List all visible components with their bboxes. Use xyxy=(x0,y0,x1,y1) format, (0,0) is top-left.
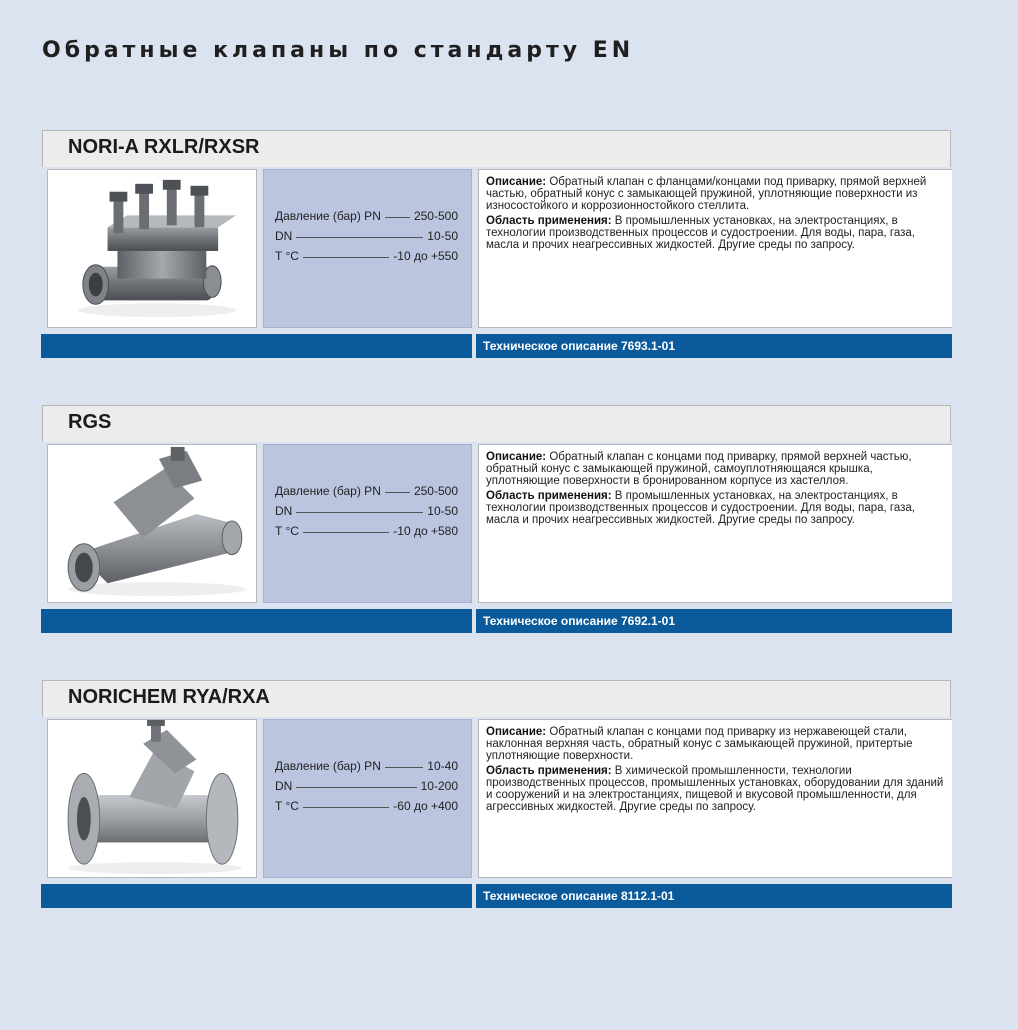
spec-value: -10 до +580 xyxy=(393,524,458,538)
application-text: В химической промышленности, технологии производственных процессов, промышленных установках, оборудовании для зданий и сооружений и на электростанциях, пищевой и вкусовой промышленности, для агрессивных жидкостей. Другие среды по запросу. xyxy=(486,765,944,813)
application-paragraph xyxy=(486,490,944,526)
spec-label: Давление (бар) PN xyxy=(275,209,381,223)
spec-leader-line xyxy=(296,787,416,788)
product-header xyxy=(42,405,951,442)
y-pattern-weld-check-valve-icon xyxy=(48,445,256,602)
description-paragraph xyxy=(486,451,944,487)
tech-doc-bar[interactable] xyxy=(476,609,952,633)
tech-doc-bar[interactable] xyxy=(476,884,952,908)
product-card-rgs xyxy=(41,405,952,633)
product-name: NORI-A RXLR/RXSR xyxy=(68,136,260,158)
spec-leader-line xyxy=(296,512,423,513)
spec-value: -10 до +550 xyxy=(393,249,458,263)
application-paragraph xyxy=(486,215,944,251)
spec-leader-line xyxy=(303,807,389,808)
spec-leader-line xyxy=(303,257,389,258)
spec-leader-line xyxy=(385,767,423,768)
spec-leader-line xyxy=(303,532,389,533)
spec-value: 10-50 xyxy=(427,504,458,518)
spec-row-temperature xyxy=(275,799,458,813)
tech-doc-link[interactable]: Техническое описание 8112.1-01 xyxy=(483,889,675,903)
spec-label: DN xyxy=(275,504,293,518)
application-text: В промышленных установках, на электростанциях, в технологии производственных процессов и судостроении. Для воды, пара, газа, масла и прочих неагрессивных жидкостей. Другие среды по запросу. xyxy=(486,490,915,526)
spec-label: T °C xyxy=(275,799,299,813)
description-panel xyxy=(478,719,952,878)
bolted-bonnet-check-valve-photo xyxy=(47,169,257,328)
footer-bar-left xyxy=(41,884,472,908)
application-label: Область применения: xyxy=(486,490,612,502)
description-panel xyxy=(478,444,952,603)
spec-value: 10-40 xyxy=(427,759,458,773)
product-card-norichem xyxy=(41,680,952,908)
spec-label: T °C xyxy=(275,249,299,263)
bolted-bonnet-check-valve-icon xyxy=(48,170,256,327)
footer-bar-left xyxy=(41,334,472,358)
spec-value: 250-500 xyxy=(413,209,458,223)
spec-row-temperature xyxy=(275,524,458,538)
description-paragraph xyxy=(486,176,944,212)
spec-row-pressure xyxy=(275,759,458,773)
product-name: NORICHEM RYA/RXA xyxy=(68,686,270,708)
spec-value: 250-500 xyxy=(413,484,458,498)
spec-row-dn xyxy=(275,504,458,518)
tech-doc-bar[interactable] xyxy=(476,334,952,358)
tech-doc-link[interactable]: Техническое описание 7693.1-01 xyxy=(483,339,676,353)
spec-row-pressure xyxy=(275,209,458,223)
application-label: Область применения: xyxy=(486,215,612,227)
spec-label: Давление (бар) PN xyxy=(275,484,381,498)
spec-leader-line xyxy=(296,237,423,238)
description-label: Описание: xyxy=(486,451,547,463)
description-panel xyxy=(478,169,952,328)
footer-bar-left xyxy=(41,609,472,633)
product-header xyxy=(42,680,951,717)
spec-panel xyxy=(263,719,472,878)
tech-doc-link[interactable]: Техническое описание 7692.1-01 xyxy=(483,614,676,628)
spec-panel xyxy=(263,444,472,603)
description-text: Обратный клапан с концами под приварку из нержавеющей стали, наклонная верхняя часть, обратный конус с замыкающей пружиной, притертые уплотняющие поверхности. xyxy=(486,726,913,762)
flanged-y-pattern-check-valve-photo xyxy=(47,719,257,878)
spec-leader-line xyxy=(385,492,410,493)
spec-row-dn xyxy=(275,779,458,793)
spec-value: 10-50 xyxy=(427,229,458,243)
spec-panel xyxy=(263,169,472,328)
page-title: Обратные клапаны по стандарту EN xyxy=(42,38,635,63)
spec-leader-line xyxy=(385,217,410,218)
product-name: RGS xyxy=(68,411,112,433)
spec-label: DN xyxy=(275,229,293,243)
y-pattern-weld-check-valve-photo xyxy=(47,444,257,603)
spec-label: T °C xyxy=(275,524,299,538)
spec-row-temperature xyxy=(275,249,458,263)
description-text: Обратный клапан с концами под приварку, прямой верхней частью, обратный конус с замыкающей пружиной, самоуплотняющаяся крышка, уплотняющие поверхности в бронированном корпусе из хастеллоя. xyxy=(486,451,912,487)
description-label: Описание: xyxy=(486,726,547,738)
spec-row-dn xyxy=(275,229,458,243)
description-paragraph xyxy=(486,726,944,762)
spec-label: DN xyxy=(275,779,293,793)
product-header xyxy=(42,130,951,167)
application-text: В промышленных установках, на электростанциях, в технологии производственных процессов и судостроении. Для воды, пара, газа, масла и прочих неагрессивных жидкостей. Другие среды по запросу. xyxy=(486,215,915,251)
spec-label: Давление (бар) PN xyxy=(275,759,381,773)
flanged-y-pattern-check-valve-icon xyxy=(48,720,256,877)
application-label: Область применения: xyxy=(486,765,612,777)
spec-value: -60 до +400 xyxy=(393,799,458,813)
spec-value: 10-200 xyxy=(420,779,458,793)
description-label: Описание: xyxy=(486,176,547,188)
application-paragraph xyxy=(486,765,944,813)
description-text: Обратный клапан с фланцами/концами под приварку, прямой верхней частью, обратный конус с замыкающей пружиной, уплотняющие поверхности из износостойкого и коррозионностойкого стеллита. xyxy=(486,176,927,212)
spec-row-pressure xyxy=(275,484,458,498)
product-card-nori-a xyxy=(41,130,952,358)
